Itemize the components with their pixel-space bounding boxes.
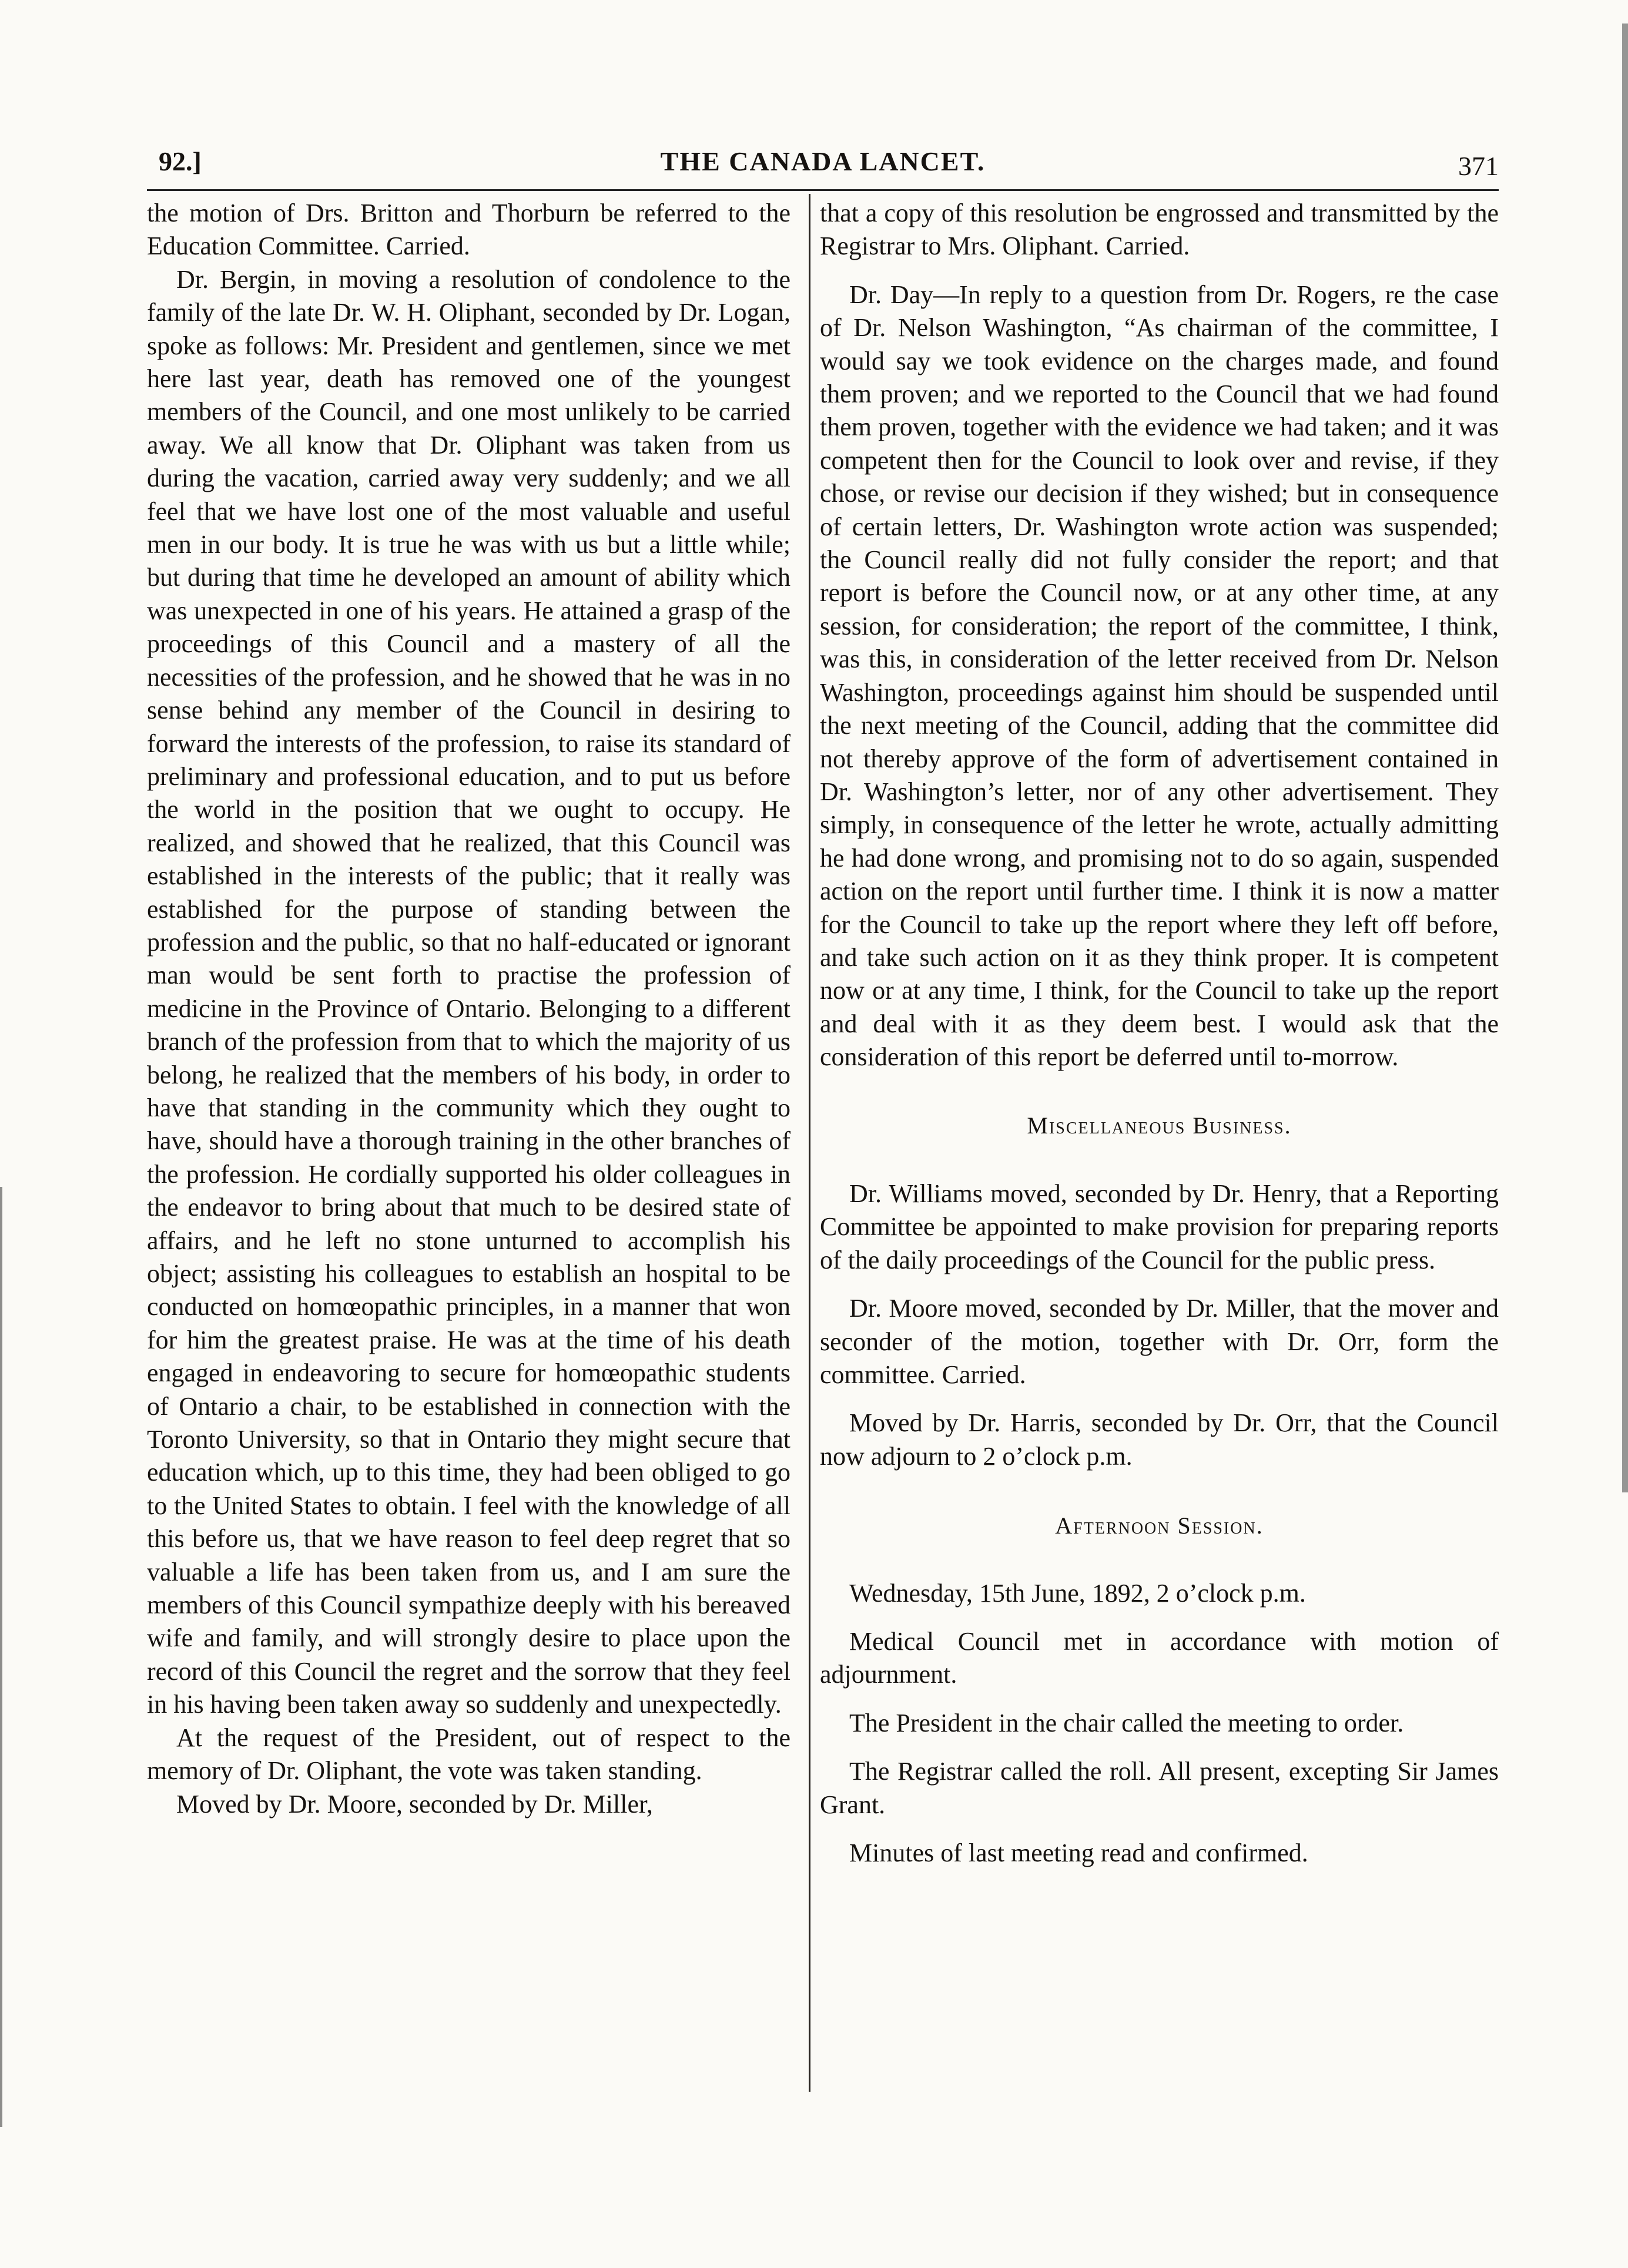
- paragraph: Dr. Bergin, in moving a resolution of condolence to the family of the late Dr. W. H. Oliphant, seconded by Dr. Logan, spoke as follows: Mr. President and gentlemen, since we met here last year, death has removed one of the youngest members of the Council, and one most unlikely to be carried away. We all know that Dr. Oliphant was taken from us during the vacation, carried away very suddenly; and we all feel that we have lost one of the most valuable and useful men in our body. It is true he was with us but a little while; but during that time he developed an amount of ability which was unexpected in one of his years. He attained a grasp of the proceedings of this Council and a mastery of all the necessities of the profession, and he showed that he was in no sense behind any member of the Council in desiring to forward the interests of the profession, to raise its standard of preliminary and professional education, and to put us before the world in the position that we ought to occupy. He realized, and showed that he realized, that this Council was established in the interests of the public; that it really was established for the purpose of standing between the profession and the public, so that no half-educated or ignorant man would be sent forth to practise the profession of medicine in the Province of Ontario. Belonging to a different branch of the profession from that to which the majority of us belong, he realized that the members of his body, in order to have that standing in the community which they ought to have, should have a thorough training in the other branches of the profession. He cordially supported his older colleagues in the endeavor to bring about that much to be desired state of affairs, and he left no stone unturned to accomplish his object; assisting his colleagues to establish an hospital to be conducted on homœopathic principles, in a manner that won for him the greatest praise. He was at the time of his death engaged in endeavoring to secure for homœopathic students of Ontario a chair, to be established in connection with the Toronto University, so that in Ontario they might secure that education which, up to this time, they had been obliged to go to the United States to obtain. I feel with the knowledge of all this before us, that we have reason to feel deep regret that so valuable a life has been taken from us, and I am sure the members of this Council sympathize deeply with his bereaved wife and family, and will strongly desire to place upon the record of this Council the regret and the sorrow that they feel in his having been taken away so suddenly and unexpectedly.: [147, 264, 790, 1719]
- paragraph: Minutes of last meeting read and confirmed.: [849, 1838, 1308, 1868]
- scan-edge-shadow: [1614, 24, 1628, 1492]
- journal-title: THE CANADA LANCET.: [660, 146, 986, 176]
- running-header: [147, 128, 1499, 187]
- page-number: 371: [1458, 151, 1499, 181]
- paragraph: Moved by Dr. Harris, seconded by Dr. Orr, that the Council now adjourn to 2 o’clock p.m.: [820, 1408, 1499, 1471]
- paragraph: that a copy of this resolution be engrossed and transmitted by the Registrar to Mrs. Oliphant. Carried.: [820, 199, 1499, 261]
- paragraph: Medical Council met in accordance with motion of adjournment.: [820, 1627, 1499, 1689]
- paragraph: Dr. Williams moved, seconded by Dr. Henry, that a Reporting Committee be appointed to make provision for preparing reports of the daily proceedings of the Council for the public press.: [820, 1179, 1499, 1274]
- paragraph: The Registrar called the roll. All present, excepting Sir James Grant.: [820, 1757, 1499, 1819]
- paragraph: Moved by Dr. Moore, seconded by Dr. Miller,: [176, 1789, 653, 1819]
- issue-number: 92.]: [159, 146, 202, 176]
- paragraph: At the request of the President, out of respect to the memory of Dr. Oliphant, the vote was taken standing.: [147, 1723, 790, 1786]
- left-column: [147, 197, 790, 1821]
- header-rule: [147, 189, 1499, 191]
- paragraph: The President in the chair called the meeting to order.: [849, 1708, 1404, 1737]
- right-column: [820, 197, 1499, 1870]
- paragraph: Dr. Day—In reply to a question from Dr. Rogers, re the case of Dr. Nelson Washington, “As chairman of the committee, I would say we took evidence on the charges made, and found them proven; and we reported to the Council that we had found them proven, together with the evidence we had taken; and it was competent then for the Council to look over and revise, if they chose, or revise our decision if they wished; but in consequence of certain letters, Dr. Washington wrote action was suspended; the Council really did not fully consider the report; and that report is before the Council now, or at any other time, at any session, for consideration; the report of the committee, I think, was this, in consideration of the letter received from Dr. Nelson Washington, proceedings against him should be suspended until the next meeting of the Council, adding that the committee did not thereby approve of the form of advertisement contained in Dr. Washington’s letter, nor of any other advertisement. They simply, in consequence of the letter he wrote, actually admitting he had done wrong, and promising not to do so again, suspended action on the report until further time. I think it is now a matter for the Council to take up the report where they left off before, and take such action on it as they think proper. It is competent now or at any time, I think, for the Council to take up the report and deal with it as they deem best. I would ask that the consideration of this report be deferred until to-morrow.: [820, 280, 1499, 1072]
- paragraph: Dr. Moore moved, seconded by Dr. Miller, that the mover and seconder of the motion, together with Dr. Orr, form the committee. Carried.: [820, 1294, 1499, 1389]
- paragraph: Wednesday, 15th June, 1892, 2 o’clock p.m.: [849, 1578, 1306, 1608]
- paragraph: the motion of Drs. Britton and Thorburn be referred to the Education Committee. Carried.: [147, 199, 790, 261]
- section-heading: Afternoon Session.: [1055, 1512, 1264, 1539]
- section-heading: Miscellaneous Business.: [1027, 1112, 1292, 1139]
- scan-edge-shadow: [0, 1187, 12, 2127]
- column-divider: [809, 194, 810, 2092]
